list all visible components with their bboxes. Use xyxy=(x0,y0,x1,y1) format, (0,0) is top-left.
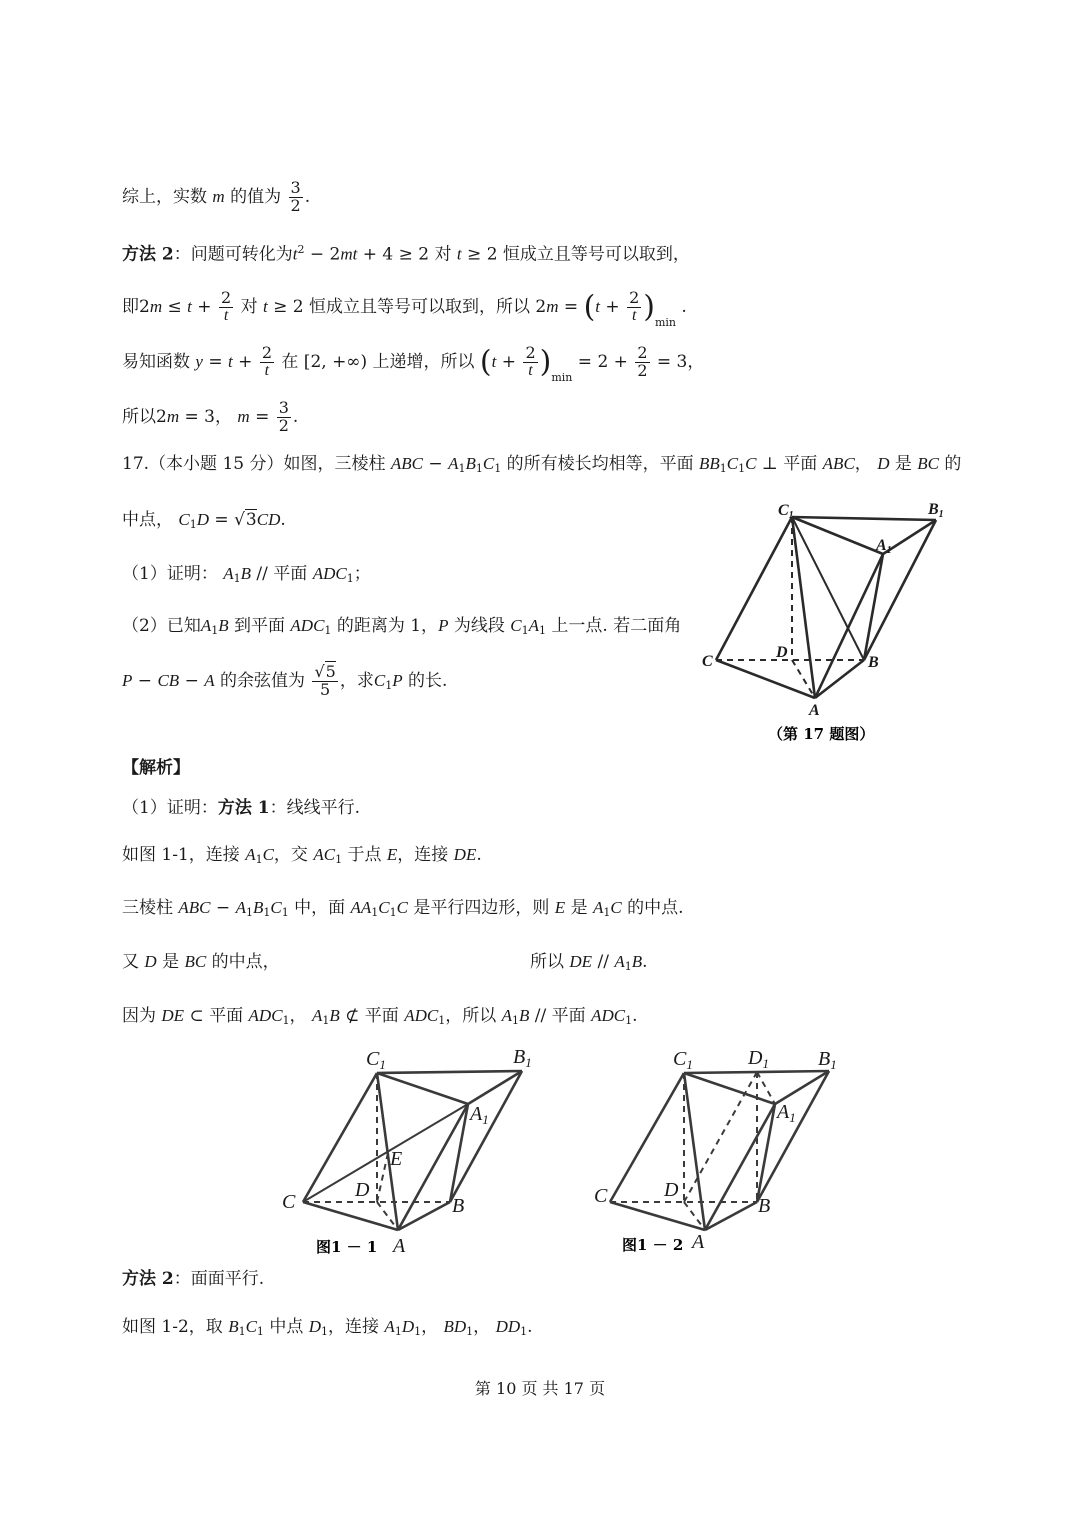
solution-line4-right: 所以 DE // $A_1B$. xyxy=(530,952,648,973)
svg-text:C: C xyxy=(702,653,713,670)
svg-text:E: E xyxy=(390,1148,403,1170)
question-17-part1: （1）证明： $A_1B$ // 平面 $ADC_1$； xyxy=(122,564,371,585)
svg-text:B: B xyxy=(452,1195,465,1217)
question-17-part2-cont: P − CB − A 的余弦值为 $\frac{√5}{5}$ ，求$C_1P$ 的长. xyxy=(122,662,448,699)
svg-text:A: A xyxy=(393,1235,406,1257)
figure-1-2 xyxy=(580,1040,870,1260)
solution-line6: 如图 1-2，取 $B_1C_1$ 中点 $D_1$，连接 $A_1D_1$， $BD_1$， $DD_1$. xyxy=(122,1317,533,1338)
analysis-heading: 【解析】 xyxy=(122,758,190,778)
svg-text:D: D xyxy=(355,1179,370,1201)
page-footer: 第 10 页 共 17 页 xyxy=(474,1379,606,1398)
svg-text:B: B xyxy=(758,1195,771,1217)
svg-text:C: C xyxy=(282,1191,296,1213)
svg-text:C1: $C_1$ xyxy=(366,1048,386,1072)
solution-line4: 又 D 是 BC 的中点， xyxy=(122,952,280,972)
question-17-part2: （2）已知$A_1B$ 到平面 $ADC_1$ 的距离为 1，P 为线段 $C_1A_1$ 上一点. 若二面角 xyxy=(122,616,682,637)
svg-text:A: A xyxy=(809,702,820,719)
text-line-conclusion: 综上，实数 m 的值为 $\frac{3}{2}$ . xyxy=(122,178,311,215)
svg-text:C1: $C_1$ xyxy=(673,1048,693,1072)
figure-1-1 xyxy=(270,1040,560,1260)
figure-17-caption: （第 17 题图） xyxy=(768,725,875,743)
svg-text:A1: $A_1$ xyxy=(777,1101,796,1125)
svg-text:C1: C1 xyxy=(778,502,794,521)
question-17-line1: 17.（本小题 15 分）如图，三棱柱 ABC − $A_1B_1C_1$ 的所有棱长均相等，平面 $BB_1C_1C$ ⊥ 平面 ABC， D 是 BC 的 xyxy=(122,454,962,475)
svg-text:D: D xyxy=(664,1179,679,1201)
text-line-method2: 方法 2：问题可转化为$t^2 - 2mt + 4 \ge 2$ 对 t ≥ 2 恒成立且等号可以取到， xyxy=(122,243,690,265)
svg-text:D1: $D_1$ xyxy=(748,1047,769,1071)
question-17-line2: 中点， $C_1D = √3CD$. xyxy=(122,510,286,531)
solution-line2: 如图 1-1，连接 $A_1C$，交 $AC_1$ 于点 E，连接 DE. xyxy=(122,845,482,866)
figure-1-1-caption: 图1 － 1 xyxy=(316,1238,378,1256)
text-line-5: 所以2m = 3， m = $\frac{3}{2}$ . xyxy=(122,398,299,435)
svg-text:B1: B1 xyxy=(928,501,944,520)
svg-text:B1: $B_1$ xyxy=(818,1048,837,1072)
svg-text:D: D xyxy=(776,644,788,661)
svg-text:C: C xyxy=(594,1185,608,1207)
solution-method2: 方法 2：面面平行. xyxy=(122,1269,265,1289)
svg-text:B1: $B_1$ xyxy=(513,1046,532,1070)
svg-text:A1: $A_1$ xyxy=(470,1103,489,1127)
text-line-4: 易知函数 y = t + $\frac{2}{t}$ 在 [2, +∞) 上递增，所以 (t + $\frac{2}{t}$ )$_{min} = 2$ + $\frac{2}{2}$ = 3， xyxy=(122,343,705,384)
solution-line3: 三棱柱 ABC − $A_1B_1C_1$ 中，面 $AA_1C_1C$ 是平行四边形，则 E 是 $A_1C$ 的中点. xyxy=(122,898,684,919)
figure-17-prism xyxy=(690,495,960,750)
svg-text:A: A xyxy=(692,1231,705,1253)
solution-line5: 因为 DE ⊂ 平面 $ADC_1$， $A_1B$ ⊄ 平面 $ADC_1$，所以 $A_1B$ // 平面 $ADC_1$. xyxy=(122,1006,638,1027)
svg-text:B: B xyxy=(868,654,879,671)
text-line-3: 即2m ≤ t + $\frac{2}{t}$ 对 t ≥ 2 恒成立且等号可以取到，所以 2m = (t + $\frac{2}{t}$ )$_{min}$ . xyxy=(122,288,687,329)
figure-1-2-caption: 图1 － 2 xyxy=(622,1236,684,1254)
svg-text:A1: A1 xyxy=(876,537,892,556)
solution-line1: （1）证明：方法 1：线线平行. xyxy=(122,798,360,818)
